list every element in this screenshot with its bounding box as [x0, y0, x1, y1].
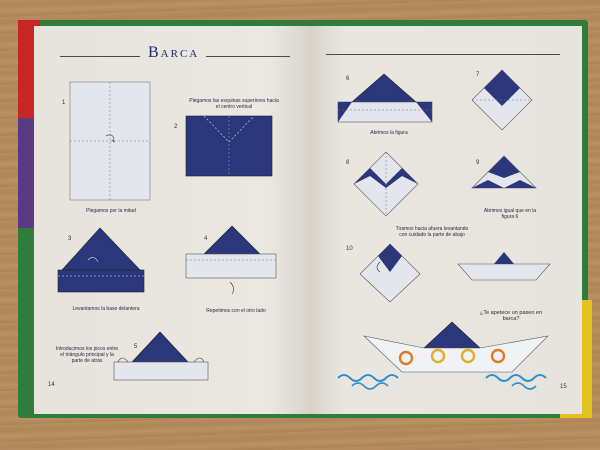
page-number-left: 14: [48, 382, 55, 388]
page-number-right: 15: [560, 384, 567, 390]
step-number: 2: [174, 124, 178, 130]
step2-diagram: [186, 116, 274, 178]
step-caption: Abrimos la figura: [370, 130, 408, 136]
step6-diagram: [338, 74, 434, 126]
step4-diagram: [186, 226, 278, 296]
flat-boat-diagram: [458, 252, 552, 282]
step-number: 8: [346, 160, 350, 166]
step-number: 4: [204, 236, 208, 242]
step9-diagram: [470, 156, 538, 204]
step-number: 5: [134, 344, 138, 350]
header-rule-right: [326, 54, 560, 55]
step5-diagram: [114, 332, 210, 384]
step-caption: Levantamos la base delantera: [72, 306, 140, 312]
step3-diagram: [58, 228, 148, 294]
question-text: ¿Te apetece un paseo en barca?: [479, 310, 543, 322]
step-caption: Tiramos hacia afuera levantando con cuidado la parte de abajo: [395, 226, 469, 238]
step1-diagram: [70, 82, 152, 202]
step-caption: Plegamos las esquinas superiores hacia el centro vertical: [189, 98, 279, 110]
step7-diagram: [470, 70, 534, 134]
step10-diagram: [358, 244, 422, 304]
step-number: 3: [68, 236, 72, 242]
step-caption: Plegamos por la mitad: [86, 208, 136, 214]
step-caption: Introducimos los picos entre el triángulo principal y la parte de atrás: [55, 346, 119, 364]
title-rule-left: [60, 56, 140, 57]
step-caption: Abrimos igual que en la figura 6: [483, 208, 537, 220]
step-number: 1: [62, 100, 66, 106]
final-boat-illustration: [362, 322, 552, 388]
step-number: 6: [346, 76, 350, 82]
step-number: 7: [476, 72, 480, 78]
title-rule-right: [206, 56, 290, 57]
page-title: Barca: [148, 44, 200, 61]
step-number: 10: [346, 246, 353, 252]
step-number: 9: [476, 160, 480, 166]
step-caption: Repetimos con el otro lado: [206, 308, 266, 314]
step8-diagram: [352, 152, 420, 220]
